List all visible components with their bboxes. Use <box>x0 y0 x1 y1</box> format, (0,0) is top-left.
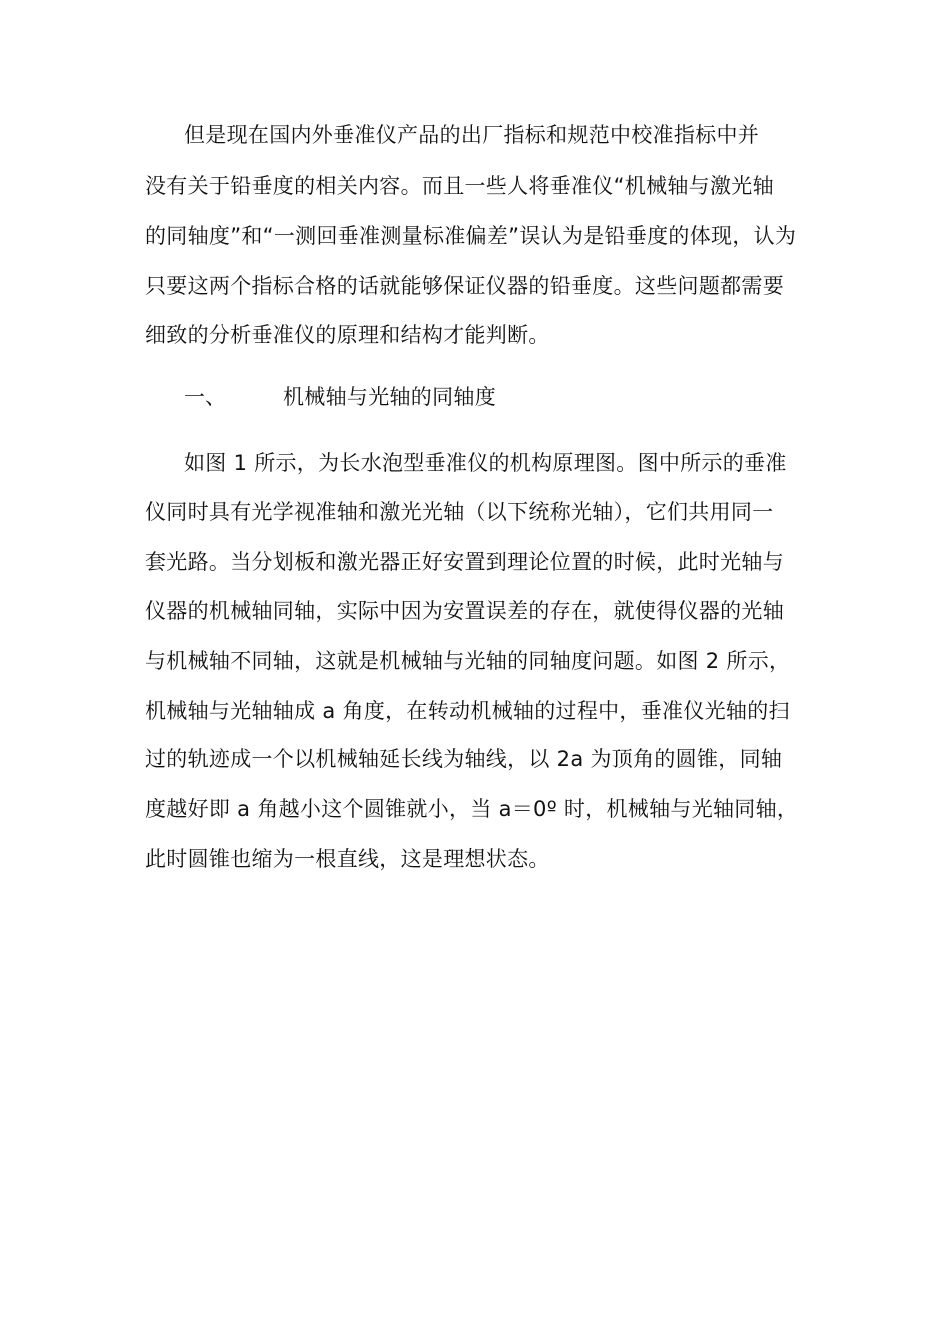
section-heading: 机械轴与光轴的同轴度 <box>283 385 496 409</box>
paragraph2-line-9: 此时圆锥也缩为一根直线，这是理想状态。 <box>145 847 550 871</box>
paragraph1-line-1: 但是现在国内外垂准仪产品的出厂指标和规范中校准指标中并 <box>184 123 760 147</box>
paragraph2-line-5: 与机械轴不同轴，这就是机械轴与光轴的同轴度问题。如图 2 所示， <box>145 649 791 673</box>
paragraph1-line-5: 细致的分析垂准仪的原理和结构才能判断。 <box>145 323 550 347</box>
paragraph2-line-6: 机械轴与光轴轴成 a 角度，在转动机械轴的过程中，垂准仪光轴的扫 <box>145 699 790 723</box>
paragraph1-line-4: 只要这两个指标合格的话就能够保证仪器的铅垂度。这些问题都需要 <box>145 274 784 298</box>
paragraph2-line-8: 度越好即 a 角越小这个圆锥就小，当 a＝0º 时，机械轴与光轴同轴， <box>145 797 799 821</box>
paragraph2-line-4: 仪器的机械轴同轴，实际中因为安置误差的存在，就使得仪器的光轴 <box>145 599 784 623</box>
paragraph2-line-1: 如图 1 所示，为长水泡型垂准仪的机构原理图。图中所示的垂准 <box>184 451 787 475</box>
paragraph1-line-3: 的同轴度”和“一测回垂准测量标准偏差”误认为是铅垂度的体现，认为 <box>145 224 797 248</box>
paragraph2-line-3: 套光路。当分划板和激光器正好安置到理论位置的时候，此时光轴与 <box>145 550 784 574</box>
paragraph2-line-7: 过的轨迹成一个以机械轴延长线为轴线，以 2a 为顶角的圆锥，同轴 <box>145 747 783 771</box>
paragraph1-line-2: 没有关于铅垂度的相关内容。而且一些人将垂准仪“机械轴与激光轴 <box>145 174 774 198</box>
section-number: 一、 <box>184 385 226 409</box>
paragraph2-line-2: 仪同时具有光学视准轴和激光光轴（以下统称光轴），它们共用同一 <box>145 500 774 524</box>
